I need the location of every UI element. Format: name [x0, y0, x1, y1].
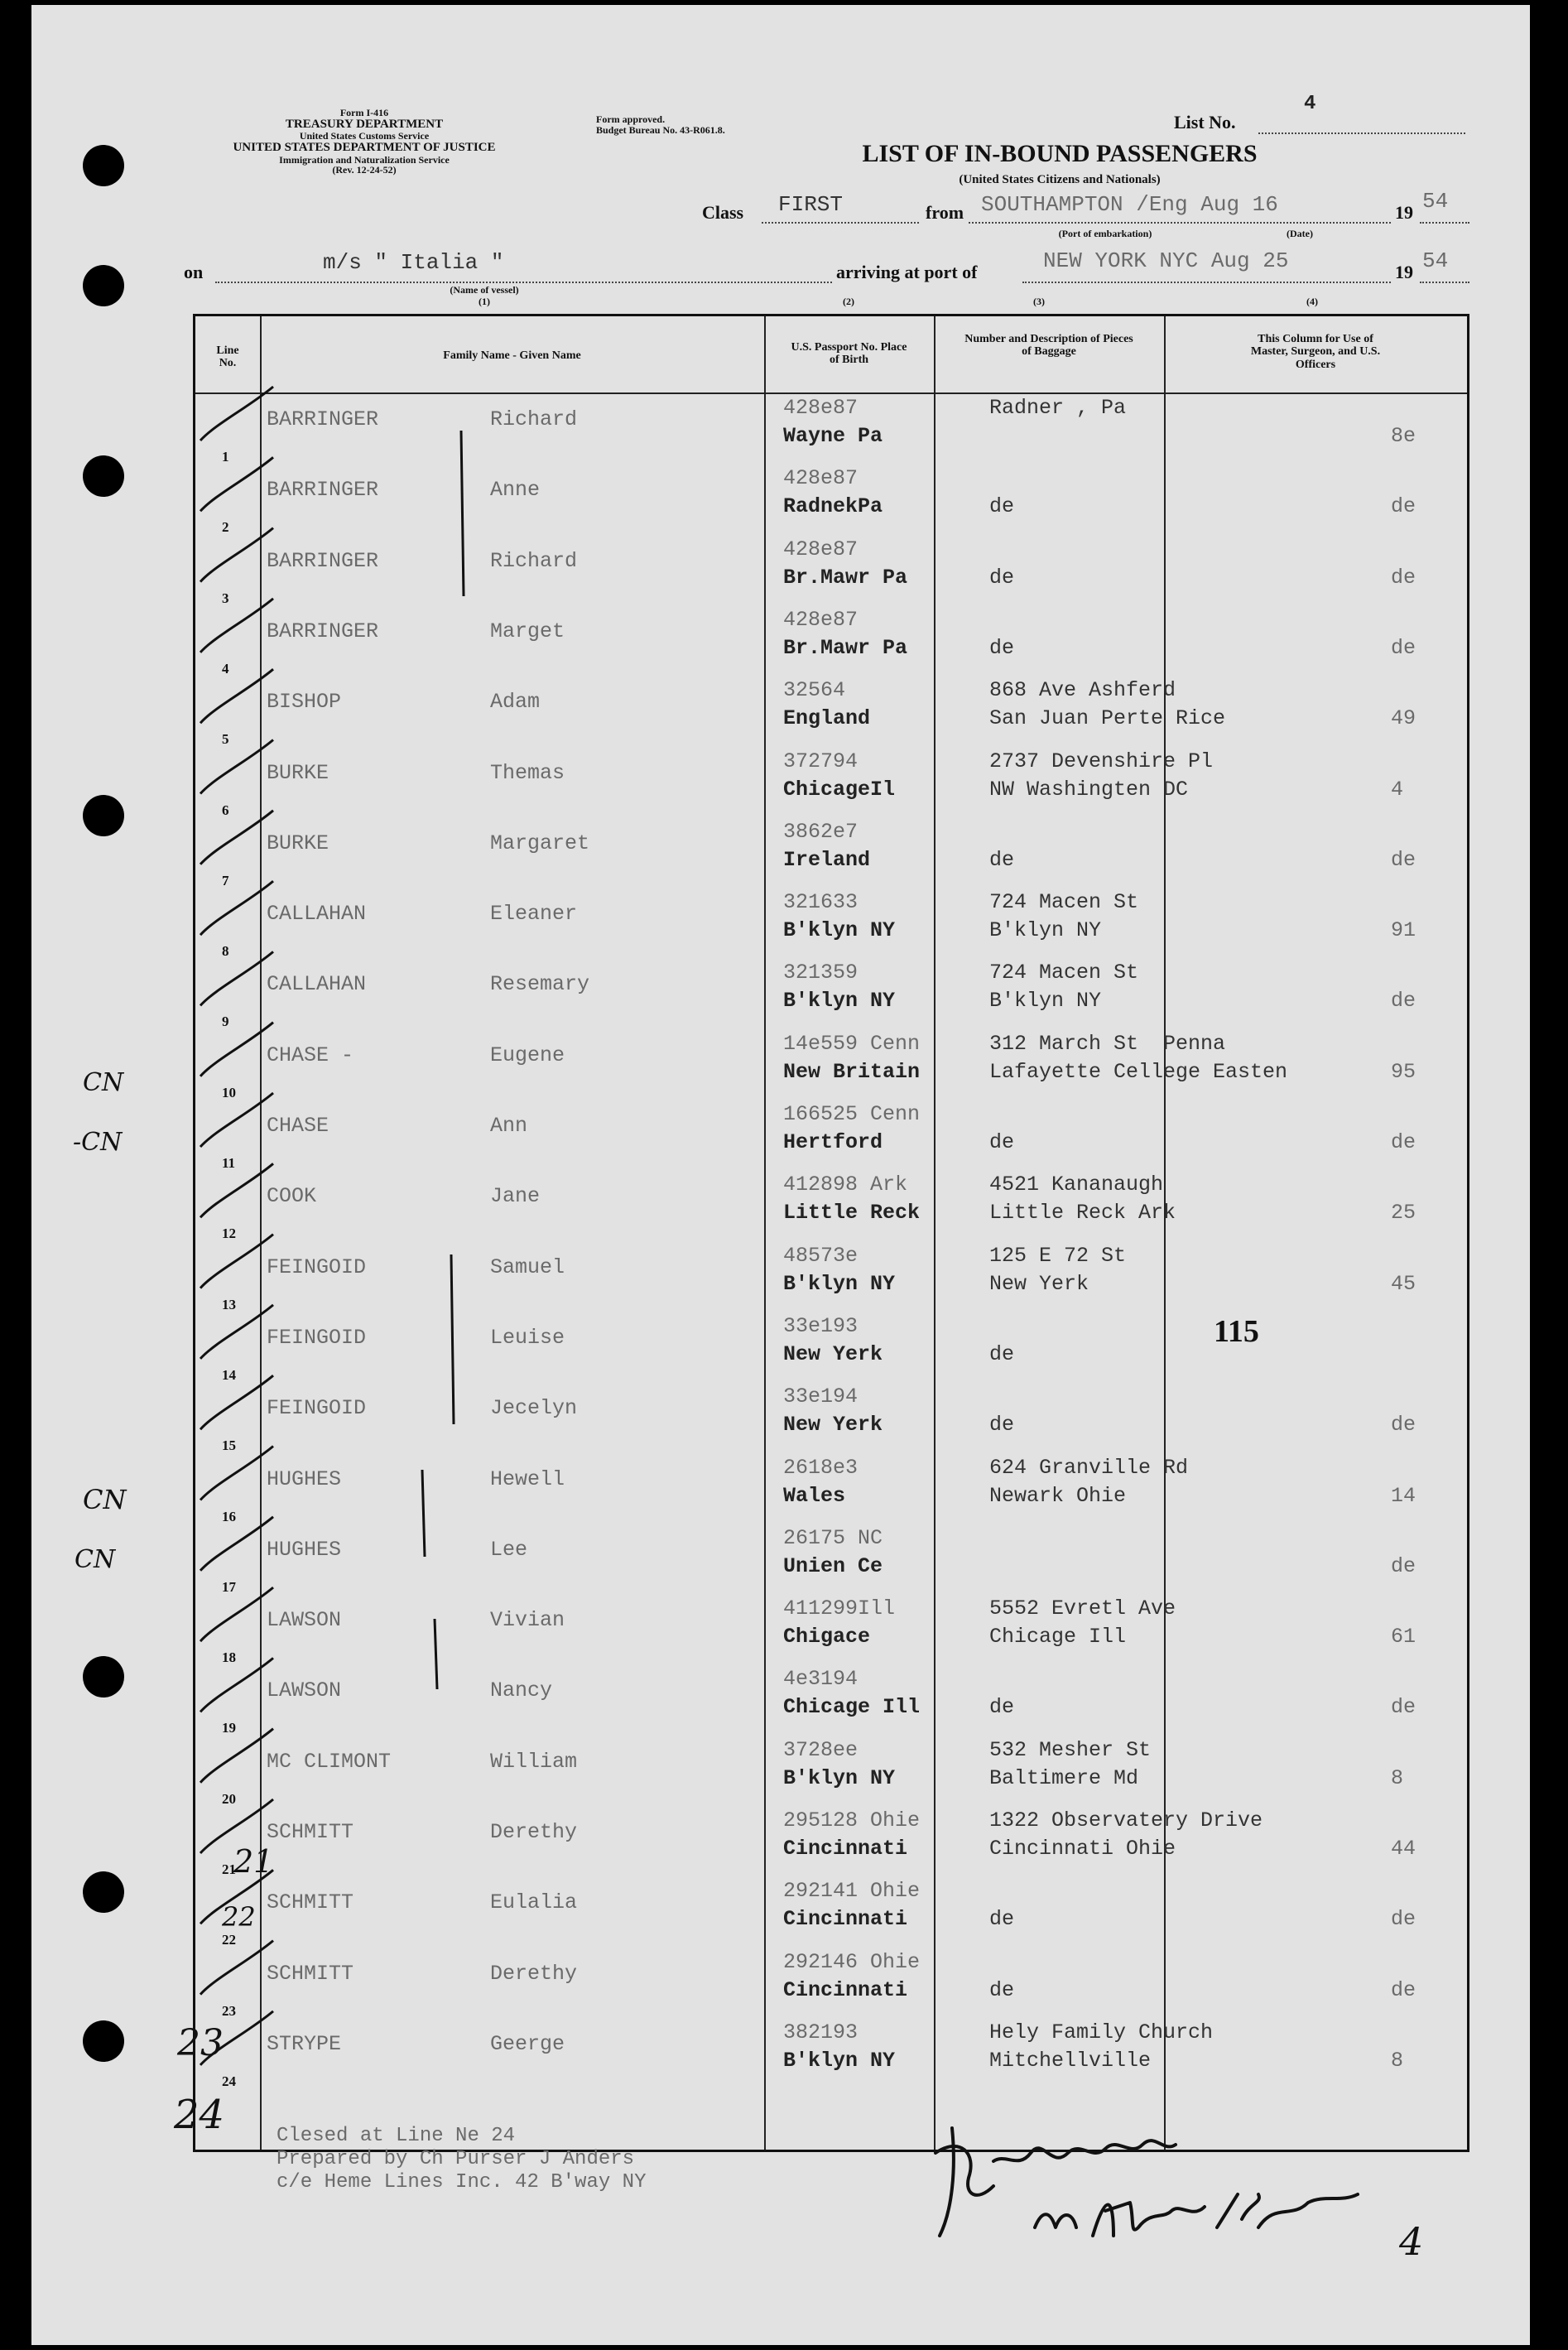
class-label: Class — [702, 202, 744, 223]
baggage-line-2: Baltimere Md — [989, 1765, 1139, 1790]
check-mark — [200, 740, 273, 794]
officer-column: 8e — [1391, 424, 1416, 448]
family-name: CALLAHAN — [267, 972, 367, 997]
baggage-line-1: 724 Macen St — [989, 890, 1139, 915]
family-name: CHASE - — [267, 1043, 354, 1067]
baggage-line-2: de — [989, 635, 1015, 660]
officer-column: 44 — [1391, 1837, 1416, 1861]
margin-note-cn: CN — [75, 1545, 116, 1574]
bracket-mark — [422, 1470, 425, 1557]
baggage-line-1: 1322 Observatery Drive — [989, 1808, 1263, 1832]
given-name: Samuel — [490, 1254, 565, 1279]
place-of-birth: Unien Ce — [783, 1553, 883, 1578]
family-name: CALLAHAN — [267, 902, 367, 927]
check-mark — [200, 881, 273, 935]
line-number: 7 — [222, 872, 229, 888]
col1-caption: (1) — [479, 296, 490, 307]
check-mark — [200, 669, 273, 723]
line-number: 15 — [222, 1437, 236, 1454]
baggage-line-1: 532 Mesher St — [989, 1737, 1152, 1762]
officer-column: de — [1391, 847, 1416, 872]
baggage-line-2: de — [989, 1695, 1015, 1720]
place-of-birth: Wales — [783, 1483, 846, 1508]
officer-column: de — [1391, 1695, 1416, 1720]
baggage-line-2: de — [989, 1907, 1015, 1932]
family-name: STRYPE — [267, 2031, 342, 2056]
baggage-line-2: B'klyn NY — [989, 989, 1102, 1014]
passport-no: 26175 NC — [783, 1525, 883, 1550]
officer-column: de — [1391, 989, 1416, 1014]
given-name: William — [490, 1749, 578, 1774]
given-name: Richard — [490, 407, 578, 431]
vessel-caption: (Name of vessel) — [450, 284, 519, 296]
justice-dept: UNITED STATES DEPARTMENT OF JUSTICE — [233, 140, 496, 154]
given-name: Vivian — [490, 1608, 565, 1633]
check-mark — [200, 1870, 273, 1924]
baggage-line-2: Lafayette Cellege Easten — [989, 1059, 1288, 1084]
line-number: 9 — [222, 1014, 229, 1030]
baggage-line-1: 5552 Evretl Ave — [989, 1596, 1176, 1621]
col2-caption: (2) — [843, 296, 854, 307]
line-number: 17 — [222, 1578, 236, 1595]
family-name: FEINGOID — [267, 1254, 367, 1279]
check-mark — [200, 1729, 273, 1783]
form-approved: Form approved. — [596, 113, 666, 125]
vessel-name: m/s " Italia " — [323, 250, 504, 275]
passport-no: 411299Ill — [783, 1596, 896, 1621]
check-mark — [200, 387, 273, 441]
passport-no: 428e87 — [783, 607, 859, 632]
officer-column: de — [1391, 1413, 1416, 1437]
passport-no: 166525 Cenn — [783, 1102, 921, 1126]
check-mark — [200, 1799, 273, 1853]
passport-no: 32564 — [783, 678, 846, 703]
margin-note-cn: CN — [83, 1068, 124, 1097]
ins-service: Immigration and Naturalization Service — [279, 153, 450, 166]
passport-no: 412898 Ark — [783, 1173, 908, 1197]
from-year: 54 — [1422, 189, 1449, 214]
on-label: on — [184, 262, 204, 282]
class-value: FIRST — [778, 192, 844, 217]
place-of-birth: B'klyn NY — [783, 2048, 896, 2073]
line-number: 6 — [222, 802, 229, 818]
place-of-birth: New Yerk — [783, 1341, 883, 1366]
officer-column: de — [1391, 565, 1416, 590]
closing-line-1: Clesed at Line Ne 24 — [277, 2125, 516, 2147]
given-name: Marget — [490, 619, 565, 643]
margin-note-cn: -CN — [73, 1128, 123, 1157]
arrival-year: 54 — [1422, 248, 1449, 273]
line-number: 5 — [222, 731, 229, 748]
given-name: Anne — [490, 478, 541, 503]
passport-no: 428e87 — [783, 466, 859, 491]
handwritten-number: 22 — [222, 1901, 256, 1933]
place-of-birth: Br.Mawr Pa — [783, 565, 908, 590]
officer-column: de — [1391, 1907, 1416, 1932]
place-of-birth: Cincinnati — [783, 1837, 908, 1861]
port-caption: (Port of embarkation) — [1058, 228, 1152, 239]
officer-column: 8 — [1391, 2048, 1404, 2073]
line-number: 18 — [222, 1649, 236, 1666]
customs-service: United States Customs Service — [299, 130, 430, 142]
family-name: HUGHES — [267, 1466, 342, 1491]
arrival-year-prefix: 19 — [1395, 262, 1413, 282]
line-number: 12 — [222, 1226, 236, 1242]
family-name: BARRINGER — [267, 478, 379, 503]
place-of-birth: RadnekPa — [783, 494, 883, 519]
place-of-birth: Chigace — [783, 1625, 871, 1649]
check-mark — [200, 1447, 273, 1500]
check-mark — [200, 1163, 273, 1217]
line-number: 8 — [222, 943, 229, 960]
family-name: SCHMITT — [267, 1820, 354, 1844]
check-mark — [200, 2011, 273, 2065]
form-number: Form I-416 — [339, 107, 389, 118]
header-name: Family Name - Given Name — [443, 349, 581, 362]
passport-no: 321633 — [783, 890, 859, 915]
baggage-line-2: de — [989, 494, 1015, 519]
list-no-value: 4 — [1304, 93, 1316, 115]
place-of-birth: Ireland — [783, 847, 871, 872]
baggage-line-1: 2737 Devenshire Pl — [989, 749, 1214, 773]
baggage-line-2: de — [989, 1413, 1015, 1437]
place-of-birth: New Britain — [783, 1059, 921, 1084]
given-name: Hewell — [490, 1466, 565, 1491]
baggage-line-2: de — [989, 565, 1015, 590]
place-of-birth: New Yerk — [783, 1413, 883, 1437]
line-number: 16 — [222, 1508, 236, 1524]
family-name: MC CLIMONT — [267, 1749, 392, 1774]
place-of-birth: B'klyn NY — [783, 918, 896, 943]
closing-line-3: c/e Heme Lines Inc. 42 B'way NY — [277, 2171, 647, 2193]
passport-no: 428e87 — [783, 537, 859, 561]
line-number: 24 — [222, 2073, 236, 2089]
line-number: 20 — [222, 1790, 236, 1807]
baggage-line-2: de — [989, 1130, 1015, 1154]
officer-column: 91 — [1391, 918, 1416, 943]
header-officers: This Column for Use of Master, Surgeon, and U.S. Officers — [1250, 333, 1381, 371]
col3-caption: (3) — [1033, 296, 1045, 307]
form-revision: (Rev. 12-24-52) — [332, 164, 397, 176]
line-number: 19 — [222, 1720, 236, 1736]
baggage-line-2: de — [989, 1977, 1015, 2002]
given-name: Adam — [490, 690, 541, 715]
date-caption: (Date) — [1287, 228, 1313, 239]
place-of-birth: B'klyn NY — [783, 1271, 896, 1296]
baggage-line-1: 4521 Kananaugh — [989, 1173, 1164, 1197]
baggage-line-2: de — [989, 847, 1015, 872]
passport-no: 14e559 Cenn — [783, 1031, 921, 1056]
family-name: BARRINGER — [267, 407, 379, 431]
given-name: Derethy — [490, 1961, 578, 1986]
given-name: Leuise — [490, 1325, 565, 1350]
baggage-line-1: Hely Family Church — [989, 2020, 1214, 2044]
given-name: Lee — [490, 1537, 528, 1562]
baggage-line-1: 312 March St Penna — [989, 1031, 1226, 1056]
handwritten-number: 21 — [233, 1843, 274, 1880]
check-mark — [200, 528, 273, 582]
list-no-label: List No. — [1174, 112, 1236, 132]
margin-note-cn: CN — [83, 1484, 127, 1515]
given-name: Eulalia — [490, 1890, 578, 1915]
officer-column: 45 — [1391, 1271, 1416, 1296]
from-year-prefix: 19 — [1395, 202, 1413, 223]
check-mark — [200, 1235, 273, 1288]
given-name: Margaret — [490, 831, 590, 855]
given-name: Eugene — [490, 1043, 565, 1067]
family-name: BARRINGER — [267, 619, 379, 643]
baggage-line-2: B'klyn NY — [989, 918, 1102, 943]
officer-column: 95 — [1391, 1059, 1416, 1084]
baggage-line-1: Radner , Pa — [989, 396, 1127, 420]
officer-column: 14 — [1391, 1483, 1416, 1508]
passport-no: 33e194 — [783, 1384, 859, 1409]
baggage-line-1: 125 E 72 St — [989, 1243, 1127, 1268]
passport-no: 292141 Ohie — [783, 1879, 921, 1904]
baggage-line-2: San Juan Perte Rice — [989, 706, 1226, 731]
officer-column: 61 — [1391, 1625, 1416, 1649]
handwritten-number: 23 — [177, 2022, 224, 2064]
closing-line-2: Prepared by Ch Purser J Anders — [277, 2148, 635, 2170]
family-name: BISHOP — [267, 690, 342, 715]
passport-no: 4e3194 — [783, 1667, 859, 1692]
officer-column: 25 — [1391, 1201, 1416, 1226]
family-name: COOK — [267, 1184, 317, 1209]
given-name: Resemary — [490, 972, 590, 997]
line-number: 23 — [222, 2002, 236, 2019]
place-of-birth: B'klyn NY — [783, 1765, 896, 1790]
baggage-line-2: Cincinnati Ohie — [989, 1837, 1176, 1861]
family-name: FEINGOID — [267, 1396, 367, 1421]
passport-no: 372794 — [783, 749, 859, 773]
from-value: SOUTHAMPTON /Eng Aug 16 — [981, 192, 1278, 217]
place-of-birth: Chicage Ill — [783, 1695, 921, 1720]
family-name: SCHMITT — [267, 1890, 354, 1915]
officer-column: 4 — [1391, 777, 1404, 802]
place-of-birth: Cincinnati — [783, 1907, 908, 1932]
line-number: 2 — [222, 519, 229, 536]
passport-no: 3728ee — [783, 1737, 859, 1762]
check-mark — [200, 1023, 273, 1076]
page-subtitle: (United States Citizens and Nationals) — [959, 173, 1161, 186]
line-number: 11 — [222, 1155, 236, 1171]
bracket-mark — [435, 1619, 437, 1689]
family-name: HUGHES — [267, 1537, 342, 1562]
line-number: 4 — [222, 660, 229, 677]
given-name: Themas — [490, 760, 565, 785]
officer-column: de — [1391, 1977, 1416, 2002]
page-number: 4 — [1399, 2219, 1424, 2264]
arrival-value: NEW YORK NYC Aug 25 — [1043, 248, 1289, 273]
baggage-line-2: Mitchellville — [989, 2048, 1152, 2073]
header-passport: U.S. Passport No. Place of Birth — [791, 341, 907, 367]
check-mark — [200, 811, 273, 864]
officer-column: de — [1391, 1130, 1416, 1154]
line-number: 21 — [222, 1861, 236, 1877]
family-name: LAWSON — [267, 1678, 342, 1703]
given-name: Jane — [490, 1184, 541, 1209]
officer-column: de — [1391, 494, 1416, 519]
place-of-birth: Hertford — [783, 1130, 883, 1154]
baggage-line-2: Chicage Ill — [989, 1625, 1127, 1649]
check-mark — [200, 1587, 273, 1641]
officer-column: 8 — [1391, 1765, 1404, 1790]
treasury-dept: TREASURY DEPARTMENT — [285, 117, 444, 131]
signature — [936, 2128, 1358, 2236]
given-name: Jecelyn — [490, 1396, 578, 1421]
baggage-line-1: 724 Macen St — [989, 961, 1139, 985]
family-name: CHASE — [267, 1114, 329, 1138]
family-name: FEINGOID — [267, 1325, 367, 1350]
place-of-birth: Cincinnati — [783, 1977, 908, 2002]
officer-column: de — [1391, 1553, 1416, 1578]
header-baggage: Number and Description of Pieces of Baggage — [964, 333, 1133, 359]
passport-no: 428e87 — [783, 396, 859, 420]
baggage-line-2: de — [989, 1341, 1015, 1366]
given-name: Eleaner — [490, 902, 578, 927]
given-name: Nancy — [490, 1678, 553, 1703]
baggage-line-2: Little Reck Ark — [989, 1201, 1176, 1226]
page-title: LIST OF IN-BOUND PASSENGERS — [862, 140, 1258, 167]
passport-no: 2618e3 — [783, 1455, 859, 1480]
bracket-mark — [451, 1254, 454, 1424]
place-of-birth: Wayne Pa — [783, 424, 883, 448]
header-line-no: Line No. — [216, 344, 239, 370]
check-mark — [200, 1658, 273, 1712]
line-number: 1 — [222, 449, 229, 465]
check-mark — [200, 951, 273, 1005]
check-mark — [200, 599, 273, 653]
family-name: SCHMITT — [267, 1961, 354, 1986]
bracket-mark — [461, 431, 464, 596]
given-name: Richard — [490, 548, 578, 573]
officer-column: de — [1391, 635, 1416, 660]
baggage-line-1: 868 Ave Ashferd — [989, 678, 1176, 703]
place-of-birth: Little Reck — [783, 1201, 921, 1226]
check-mark — [200, 457, 273, 511]
col4-caption: (4) — [1306, 296, 1318, 307]
baggage-line-2: Newark Ohie — [989, 1483, 1127, 1508]
check-mark — [200, 1093, 273, 1147]
family-name: BURKE — [267, 760, 329, 785]
from-label: from — [926, 202, 964, 223]
passport-no: 33e193 — [783, 1313, 859, 1338]
place-of-birth: ChicageIl — [783, 777, 896, 802]
officer-column: 49 — [1391, 706, 1416, 731]
passport-no: 48573e — [783, 1243, 859, 1268]
check-mark — [200, 1941, 273, 1995]
check-mark — [200, 1375, 273, 1429]
given-name: Geerge — [490, 2031, 565, 2056]
place-of-birth: England — [783, 706, 871, 731]
baggage-line-2: New Yerk — [989, 1271, 1089, 1296]
passport-no: 382193 — [783, 2020, 859, 2044]
stamp-number: 115 — [1214, 1314, 1259, 1349]
check-mark — [200, 1517, 273, 1571]
passport-no: 3862e7 — [783, 819, 859, 844]
family-name: LAWSON — [267, 1608, 342, 1633]
given-name: Ann — [490, 1114, 528, 1138]
family-name: BARRINGER — [267, 548, 379, 573]
passport-no: 295128 Ohie — [783, 1808, 921, 1832]
handwritten-number: 24 — [174, 2092, 225, 2138]
passport-no: 321359 — [783, 961, 859, 985]
given-name: Derethy — [490, 1820, 578, 1844]
place-of-birth: Br.Mawr Pa — [783, 635, 908, 660]
baggage-line-2: NW Washingten DC — [989, 777, 1189, 802]
passport-no: 292146 Ohie — [783, 1949, 921, 1974]
line-number: 3 — [222, 590, 229, 606]
line-number: 13 — [222, 1296, 236, 1312]
arriving-label: arriving at port of — [836, 262, 978, 282]
baggage-line-1: 624 Granville Rd — [989, 1455, 1189, 1480]
line-number: 14 — [222, 1366, 236, 1383]
budget-bureau: Budget Bureau No. 43-R061.8. — [596, 123, 725, 136]
line-number: 22 — [222, 1932, 236, 1948]
family-name: BURKE — [267, 831, 329, 855]
place-of-birth: B'klyn NY — [783, 989, 896, 1014]
line-number: 10 — [222, 1084, 236, 1100]
check-mark — [200, 1305, 273, 1359]
